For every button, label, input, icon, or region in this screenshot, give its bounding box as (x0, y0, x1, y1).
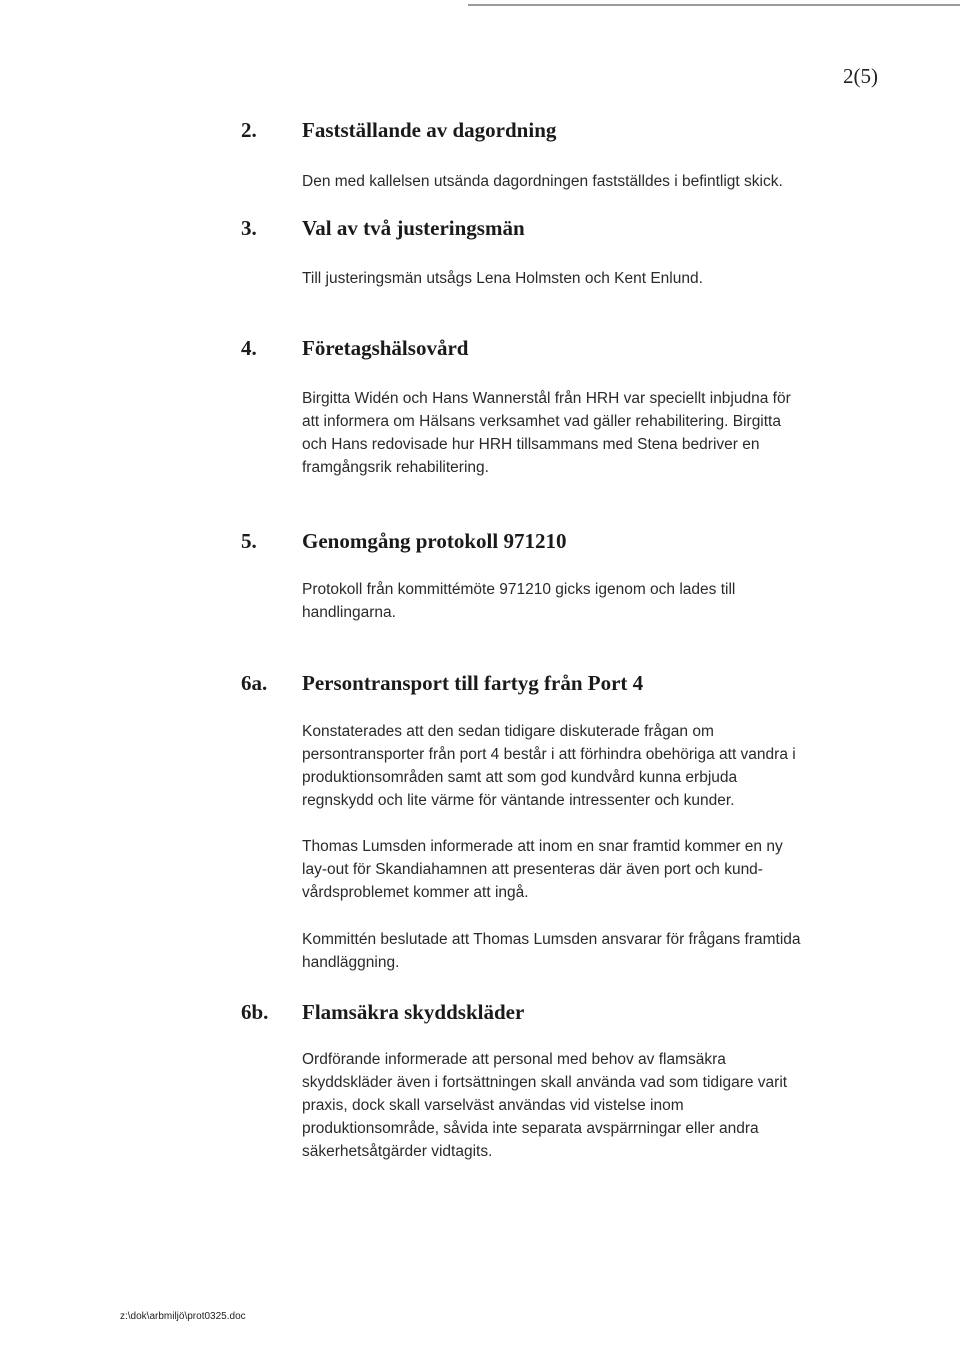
section-paragraph: Protokoll från kommittémöte 971210 gicks igenom och lades till handlingarna. (302, 581, 736, 621)
section-number: 4. (241, 336, 257, 360)
section-paragraph: Birgitta Widén och Hans Wannerstål från HRH var speciellt inbjudna för att informera om Hälsans verksamhet vad gäller rehabilitering. Birgitta och Hans redovisade hur HRH tillsammans med Stena bedriver en framgångsrik rehabilitering. (302, 390, 791, 476)
footer-file-path: z:\dok\arbmiljö\prot0325.doc (120, 1311, 246, 1322)
section-number: 5. (241, 529, 257, 553)
section-number: 6a. (241, 671, 268, 695)
section-title: Fastställande av dagordning (302, 118, 557, 142)
section-number: 6b. (241, 1000, 269, 1024)
section-paragraph: Konstaterades att den sedan tidigare diskuterade frågan om persontransporter från port 4 består i att förhindra obehöriga att vandra i produktionsområden samt att som god kundvård kunna erbjuda regnskydd och lite värme för väntande intressenter och kunder. (302, 723, 796, 809)
page-number: 2(5) (843, 64, 878, 88)
section-title: Flamsäkra skyddskläder (302, 1000, 525, 1024)
section-title: Genomgång protokoll 971210 (302, 529, 567, 553)
section-paragraph: Till justeringsmän utsågs Lena Holmsten och Kent Enlund. (302, 270, 703, 287)
section-number: 2. (241, 118, 257, 142)
section-title: Persontransport till fartyg från Port 4 (302, 671, 644, 695)
section-paragraph: Den med kallelsen utsända dagordningen fastställdes i befintligt skick. (302, 173, 783, 190)
section-paragraph: Kommittén beslutade att Thomas Lumsden ansvarar för frågans framtida handläggning. (302, 931, 801, 971)
section-number: 3. (241, 216, 257, 240)
section-title: Val av två justeringsmän (302, 216, 525, 240)
section-paragraph: Thomas Lumsden informerade att inom en snar framtid kommer en ny lay-out för Skandiahamnen att presenteras där även port och kund- vårdsproblemet kommer att ingå. (302, 838, 783, 901)
top-rule (468, 4, 960, 6)
section-title: Företagshälsovård (302, 336, 469, 360)
section-paragraph: Ordförande informerade att personal med behov av flamsäkra skyddskläder även i fortsättningen skall använda vad som tidigare varit praxis, dock skall varselväst användas vid vistelse inom produktionsområde, såvida inte separata avspärrningar eller andra säkerhetsåtgärder vidtagits. (302, 1051, 788, 1160)
